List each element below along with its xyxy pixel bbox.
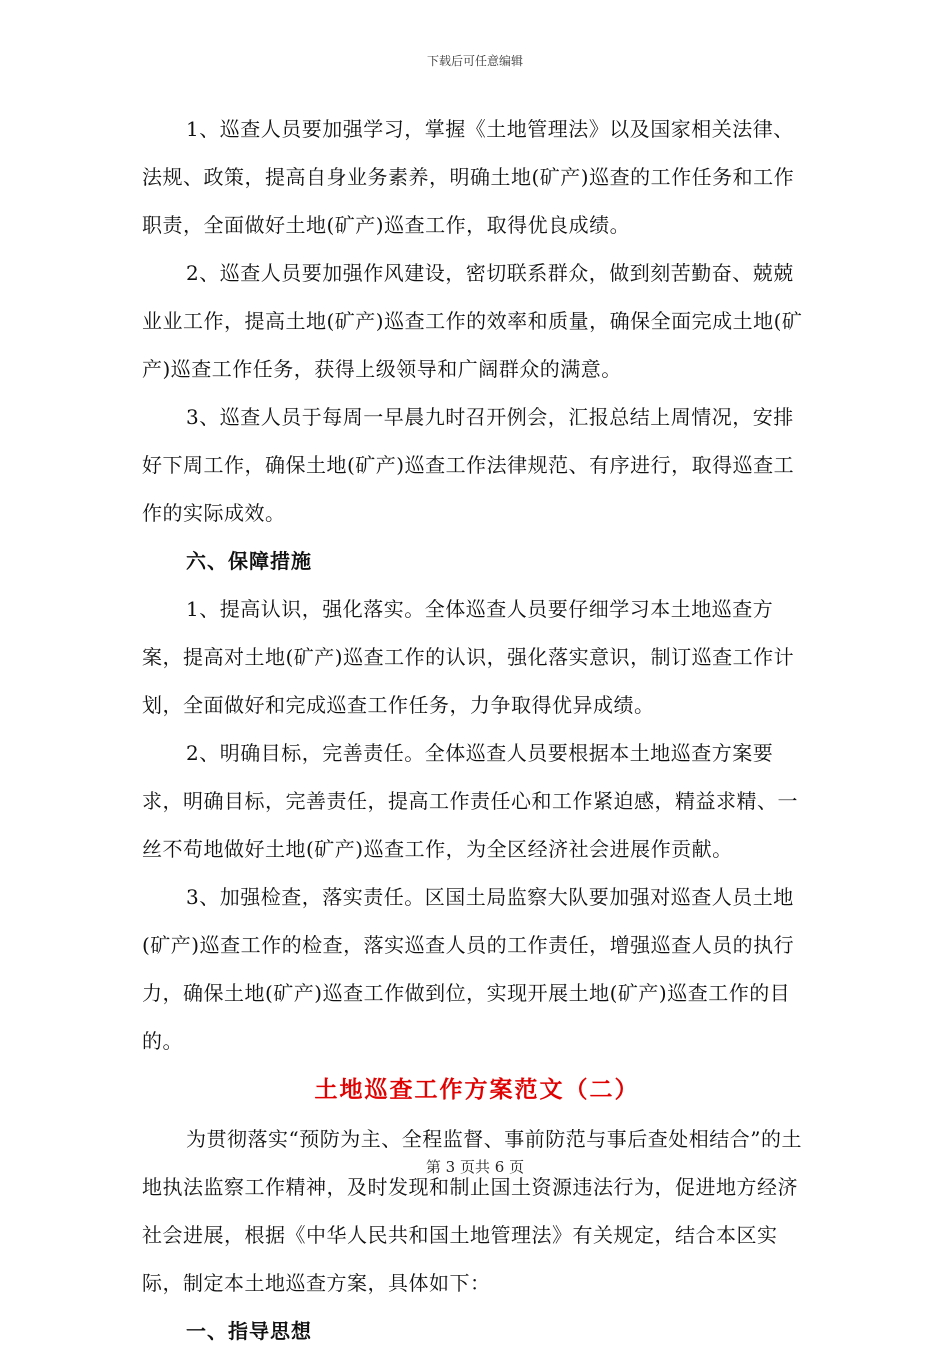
page-number: 第 3 页共 6 页 [425,1158,525,1176]
section-heading: 六、保障措施 [186,549,312,573]
paragraph: 3、加强检查，落实责任。区国土局监察大队要加强对巡查人员土地(矿产)巡查工作的检查，落实巡查人员的工作责任，增强巡查人员的执行力，确保土地(矿产)巡查工作做到位，实现开展土地(矿产)巡查工作的目的。 [142,885,795,1053]
paragraph: 2、巡查人员要加强作风建设，密切联系群众，做到刻苦勤奋、兢兢业业工作，提高土地(矿产)巡查工作的效率和质量，确保全面完成土地(矿产)巡查工作任务，获得上级领导和广阔群众的满意。 [142,261,803,381]
paragraph: 为贯彻落实“预防为主、全程监督、事前防范与事后查处相结合”的土地执法监察工作精神，及时发现和制止国土资源违法行为，促进地方经济社会进展，根据《中华人民共和国土地管理法》有关规定，结合本区实际，制定本土地巡查方案，具体如下： [142,1127,802,1295]
page-header-note: 下载后可任意编辑 [426,54,523,68]
paragraph: 2、明确目标，完善责任。全体巡查人员要根据本土地巡查方案要求，明确目标，完善责任，提高工作责任心和工作紧迫感，精益求精、一丝不苟地做好土地(矿产)巡查工作，为全区经济社会进展作贡献。 [142,741,798,861]
document-title: 土地巡查工作方案范文（二） [314,1076,640,1103]
paragraph: 1、提高认识，强化落实。全体巡查人员要仔细学习本土地巡查方案，提高对土地(矿产)巡查工作的认识，强化落实意识，制订巡查工作计划，全面做好和完成巡查工作任务，力争取得优异成绩。 [142,597,795,717]
section-heading: 一、指导思想 [186,1319,312,1343]
paragraph: 1、巡查人员要加强学习，掌握《土地管理法》以及国家相关法律、法规、政策，提高自身业务素养，明确土地(矿产)巡查的工作任务和工作职责，全面做好土地(矿产)巡查工作，取得优良成绩。 [142,117,795,237]
paragraph: 3、巡查人员于每周一早晨九时召开例会，汇报总结上周情况，安排好下周工作，确保土地(矿产)巡查工作法律规范、有序进行，取得巡查工作的实际成效。 [142,405,795,525]
